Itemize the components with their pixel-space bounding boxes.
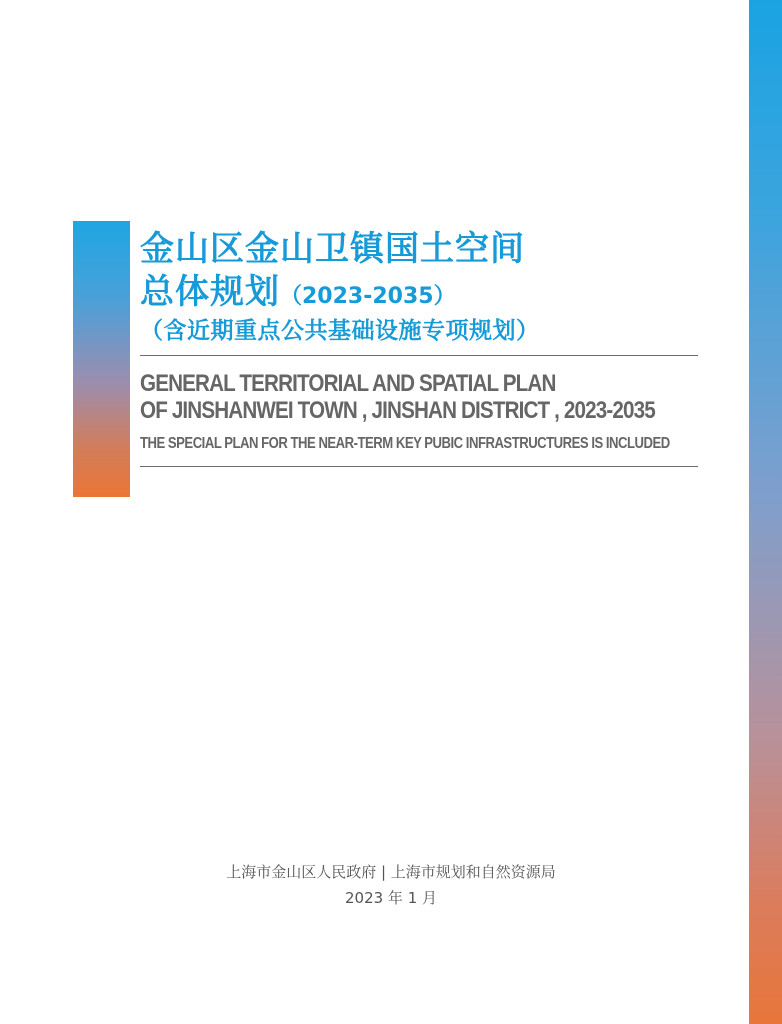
title-cn-main: 总体规划 — [140, 272, 280, 312]
issuing-authorities: 上海市金山区人民政府 | 上海市规划和自然资源局 — [226, 863, 556, 881]
title-cn-subtitle: （含近期重点公共基础设施专项规划） — [140, 318, 540, 344]
title-divider-bottom — [140, 466, 698, 467]
title-en-line1: GENERAL TERRITORIAL AND SPATIAL PLAN — [140, 370, 556, 397]
title-accent-bar — [73, 221, 130, 497]
publication-date: 2023 年 1 月 — [344, 889, 438, 907]
title-cn-years: （2023-2035） — [280, 284, 456, 309]
title-en-line2: OF JINSHANWEI TOWN , JINSHAN DISTRICT , 2023-2035 — [140, 397, 655, 424]
title-cn-line2 — [140, 270, 740, 319]
title-cn-line1: 金山区金山卫镇国土空间 — [140, 229, 525, 269]
title-divider-top — [140, 355, 698, 356]
title-en-subtitle: THE SPECIAL PLAN FOR THE NEAR-TERM KEY PUBIC INFRASTRUCTURES IS INCLUDED — [140, 435, 670, 452]
